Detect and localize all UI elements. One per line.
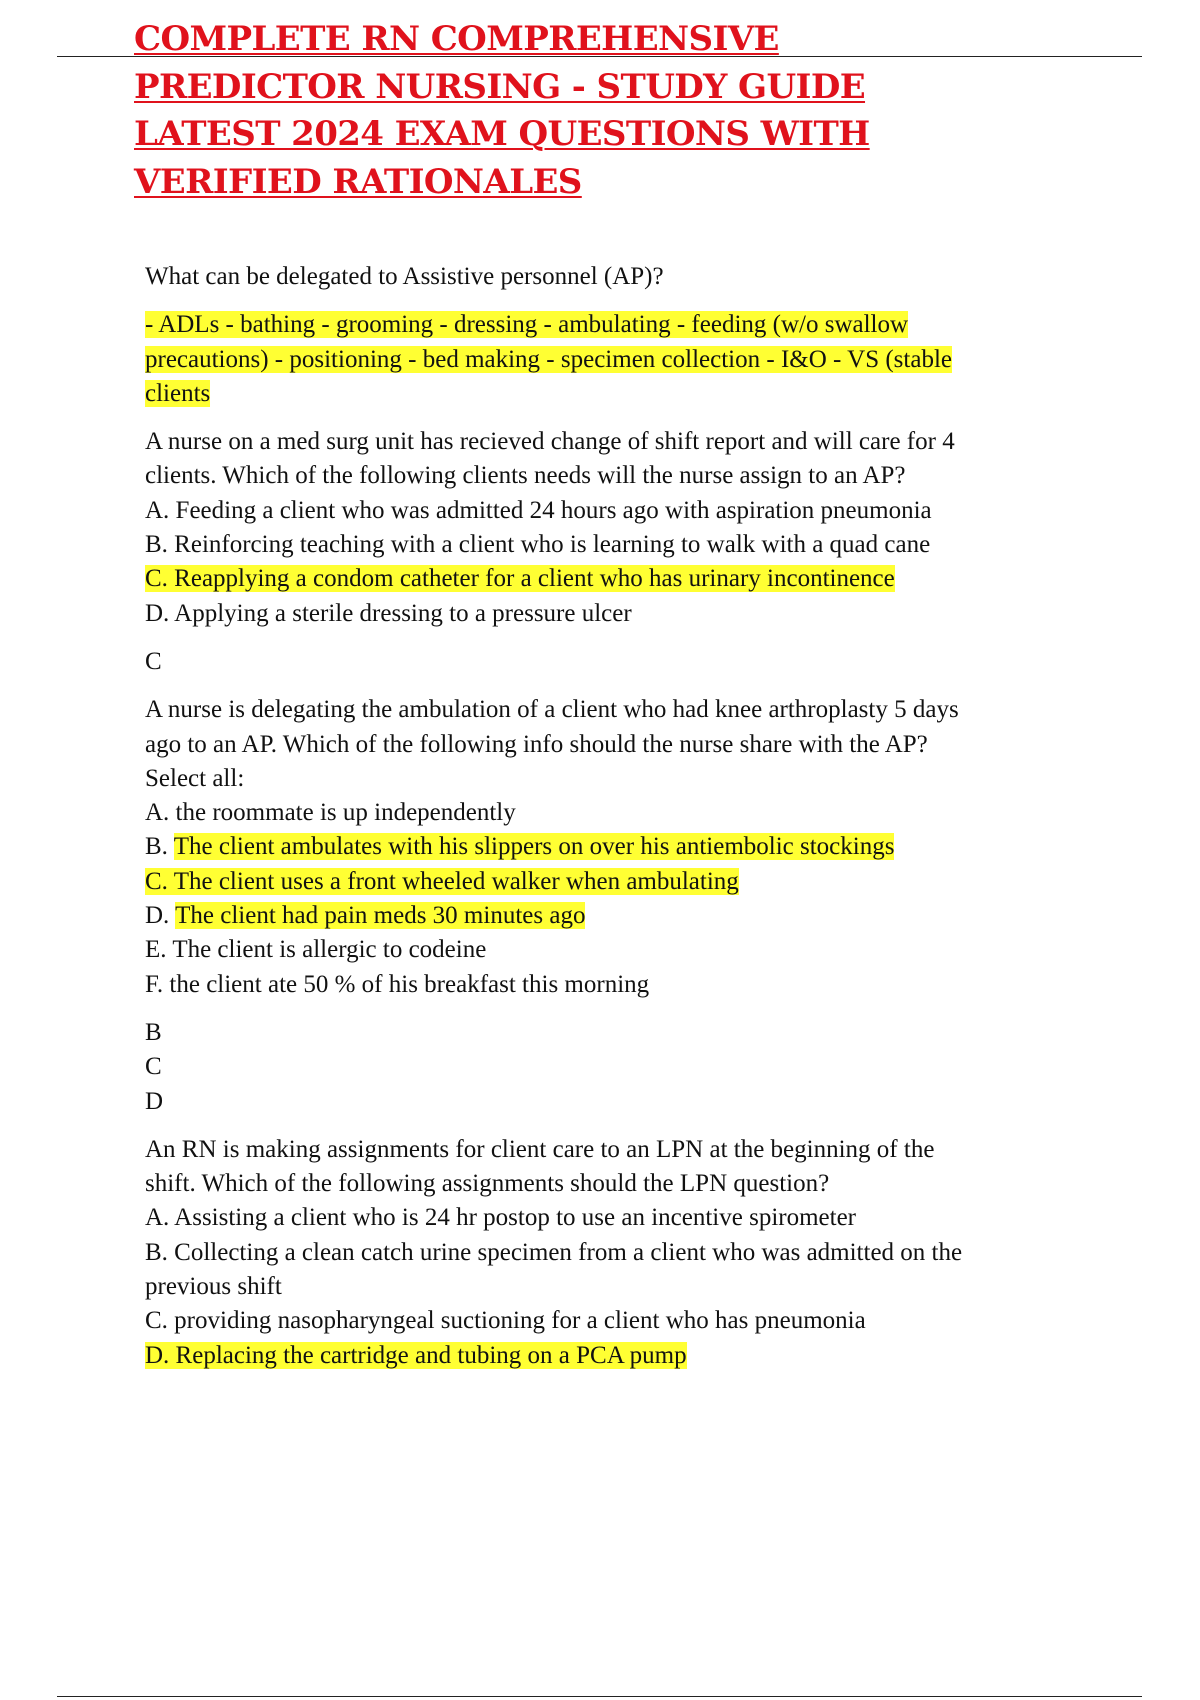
question-stem-line: A nurse on a med surg unit has recieved change of shift report and will care for 4 (145, 428, 955, 456)
question-text: What can be delegated to Assistive personnel (AP)? (145, 263, 664, 290)
document-title (134, 16, 894, 206)
question-2 (145, 425, 1065, 631)
question-stem-line: Select all: (145, 764, 245, 792)
title-line: COMPLETE RN COMPREHENSIVE (134, 19, 779, 59)
study-guide-content (145, 260, 1065, 1387)
option-d-correct: D. Replacing the cartridge and tubing on a PCA pump (145, 1341, 687, 1369)
title-line: LATEST 2024 EXAM QUESTIONS WITH (134, 114, 870, 154)
question-3 (145, 693, 1065, 1002)
answer-line: clients (145, 379, 211, 407)
answer-2 (145, 645, 1065, 679)
option-c-correct: C. The client uses a front wheeled walker when ambulating (145, 867, 739, 895)
question-1 (145, 260, 1065, 294)
option-a: A. Feeding a client who was admitted 24 hours ago with aspiration pneumonia (145, 496, 932, 524)
question-stem-line: An RN is making assignments for client care to an LPN at the beginning of the (145, 1135, 935, 1163)
option-a: A. the roommate is up independently (145, 799, 516, 827)
option-d: D. Applying a sterile dressing to a pressure ulcer (145, 599, 632, 627)
option-e: E. The client is allergic to codeine (145, 936, 487, 964)
option-b: B. Reinforcing teaching with a client who is learning to walk with a quad cane (145, 531, 931, 559)
option-b: B. Collecting a clean catch urine specimen from a client who was admitted on the (145, 1238, 963, 1266)
question-stem-line: shift. Which of the following assignments should the LPN question? (145, 1170, 830, 1198)
answer-line: precautions) - positioning - bed making - specimen collection - I&O - VS (stable (145, 345, 952, 373)
option-b-continued: previous shift (145, 1273, 282, 1301)
question-stem-line: ago to an AP. Which of the following info should the nurse share with the AP? (145, 730, 928, 758)
answer-line: - ADLs - bathing - grooming - dressing - ambulating - feeding (w/o swallow (145, 311, 909, 339)
answer-letter: C (145, 1053, 162, 1081)
option-b-correct: B. The client ambulates with his slippers on over his antiembolic stockings (145, 833, 895, 861)
question-stem-line: clients. Which of the following clients needs will the nurse assign to an AP? (145, 462, 906, 490)
question-4 (145, 1133, 1065, 1373)
answer-letter: C (145, 647, 162, 675)
answer-letter: D (145, 1087, 164, 1115)
answer-letter: B (145, 1018, 162, 1046)
footer-rule (57, 1696, 1142, 1697)
title-line: VERIFIED RATIONALES (134, 161, 582, 202)
option-c: C. providing nasopharyngeal suctioning for a client who has pneumonia (145, 1307, 866, 1335)
answer-3 (145, 1016, 1065, 1119)
option-d-correct: D. The client had pain meds 30 minutes ago (145, 902, 586, 930)
answer-1 (145, 308, 1065, 411)
option-a: A. Assisting a client who is 24 hr postop to use an incentive spirometer (145, 1204, 857, 1232)
question-stem-line: A nurse is delegating the ambulation of a client who had knee arthroplasty 5 days (145, 696, 959, 724)
option-c-correct: C. Reapplying a condom catheter for a client who has urinary incontinence (145, 565, 895, 593)
option-f: F. the client ate 50 % of his breakfast this morning (145, 970, 650, 998)
title-line: PREDICTOR NURSING - STUDY GUIDE (134, 66, 866, 107)
